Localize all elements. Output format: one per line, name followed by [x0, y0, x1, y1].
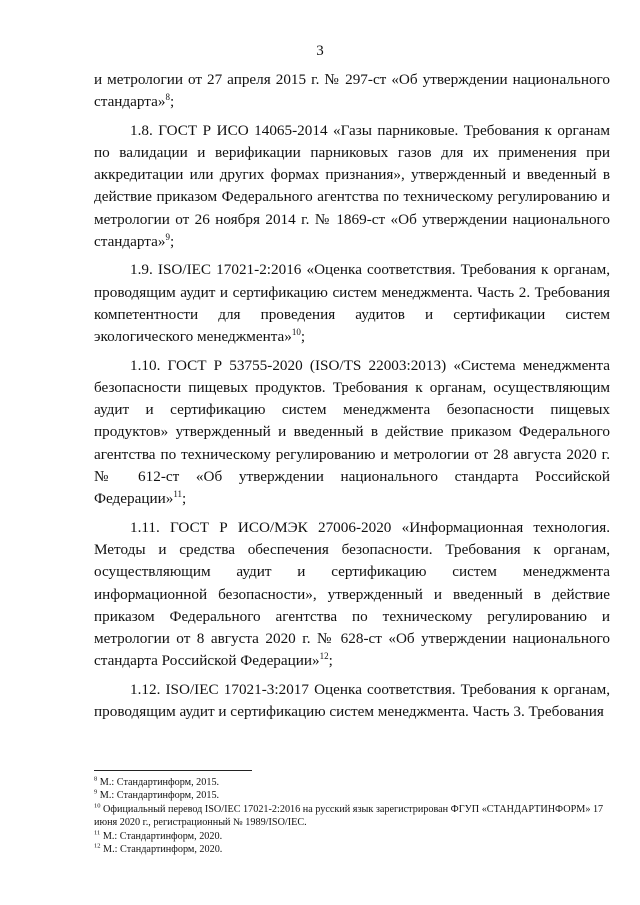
footnote-text: Официальный перевод ISO/IEC 17021-2:2016 на русский язык зарегистрирован ФГУП «СТАНДАРТИНФОРМ» 17 июня 2020 г., регистрационный № 1989/ISO/IEC.	[94, 803, 604, 829]
footnote-number: 8	[94, 775, 98, 783]
footnote-number: 9	[94, 789, 98, 797]
paragraph-tail: ;	[328, 652, 333, 670]
footnote-ref: 12	[319, 651, 329, 662]
footnote-12	[94, 843, 610, 856]
paragraph-item-1-11	[94, 517, 610, 673]
document-body	[94, 69, 610, 729]
footnote-ref: 8	[165, 92, 170, 103]
footnote-number: 11	[94, 829, 101, 837]
paragraph-tail: ;	[182, 490, 187, 508]
paragraph-tail: ;	[169, 233, 175, 251]
paragraph-text: и метрологии от 27 апреля 2015 г. № 297-ст «Об утверждении национального стандарта»	[94, 71, 610, 111]
footnote-text: М.: Стандартинформ, 2020.	[100, 844, 223, 856]
paragraph-text: 1.8. ГОСТ Р ИСО 14065-2014 «Газы парниковые. Требования к органам по валидации и верификации парниковых газов для их применения при аккредитации или других формах признания», утвержденный и введенный в действие приказом Федерального агентства по техническому регулированию и метрологии от 26 ноября 2014 г. № 1869-ст «Об утверждении национального стандарта»	[94, 121, 610, 251]
paragraph-text: 1.11. ГОСТ Р ИСО/МЭК 27006-2020 «Информационная технология. Методы и средства обеспечения безопасности. Требования к органам, осуществляющим аудит и сертификацию систем менеджмента информационной безопасности», утвержденный и введенный в действие приказом Федерального агентства по техническому регулированию и метрологии от 8 августа 2020 г. № 628-ст «Об утверждении национального стандарта Российской Федерации»	[94, 518, 610, 670]
paragraph-tail: ;	[169, 93, 175, 111]
paragraph-text: 1.10. ГОСТ Р 53755-2020 (ISO/TS 22003:2013) «Система менеджмента безопасности пищевых продуктов. Требования к органам, осуществляющим аудит и сертификацию систем менеджмента безопасности пищевых продуктов» утвержденный и введенный в действие приказом Федерального агентства по техническому регулированию и метрологии от 28 августа 2020 г. № 612-ст «Об утверждении национального стандарта Российской Федерации»	[94, 356, 610, 508]
paragraph-continuation	[94, 69, 610, 114]
footnote-ref: 10	[291, 327, 301, 338]
footnote-separator	[94, 770, 252, 771]
footnote-ref: 9	[165, 232, 170, 243]
footnote-text: М.: Стандартинформ, 2015.	[97, 790, 220, 802]
paragraph-item-1-9	[94, 259, 610, 348]
paragraph-item-1-8	[94, 120, 610, 254]
paragraph-text: 1.12. ISO/IEC 17021-3:2017 Оценка соответствия. Требования к органам, проводящим аудит и сертификацию систем менеджмента. Часть 3. Требования	[94, 680, 610, 721]
footnote-text: М.: Стандартинформ, 2020.	[100, 830, 223, 842]
page-number: 3	[316, 43, 324, 59]
footnote-8	[94, 776, 610, 789]
footnotes	[94, 776, 610, 856]
paragraph-tail: ;	[300, 328, 306, 346]
paragraph-text: 1.9. ISO/IEC 17021-2:2016 «Оценка соответствия. Требования к органам, проводящим аудит и сертификацию систем менеджмента. Часть 2. Требования компетентности для проведения аудитов и сертификации систем экологического менеджмента»	[94, 261, 610, 346]
footnote-number: 10	[94, 802, 101, 810]
paragraph-item-1-10	[94, 355, 610, 511]
footnote-10	[94, 803, 610, 830]
footnote-text: М.: Стандартинформ, 2015.	[97, 777, 220, 788]
footnote-ref: 11	[173, 489, 182, 500]
paragraph-item-1-12	[94, 679, 610, 724]
footnote-number: 12	[94, 842, 101, 850]
footnote-11	[94, 830, 610, 843]
footnote-9	[94, 789, 610, 802]
